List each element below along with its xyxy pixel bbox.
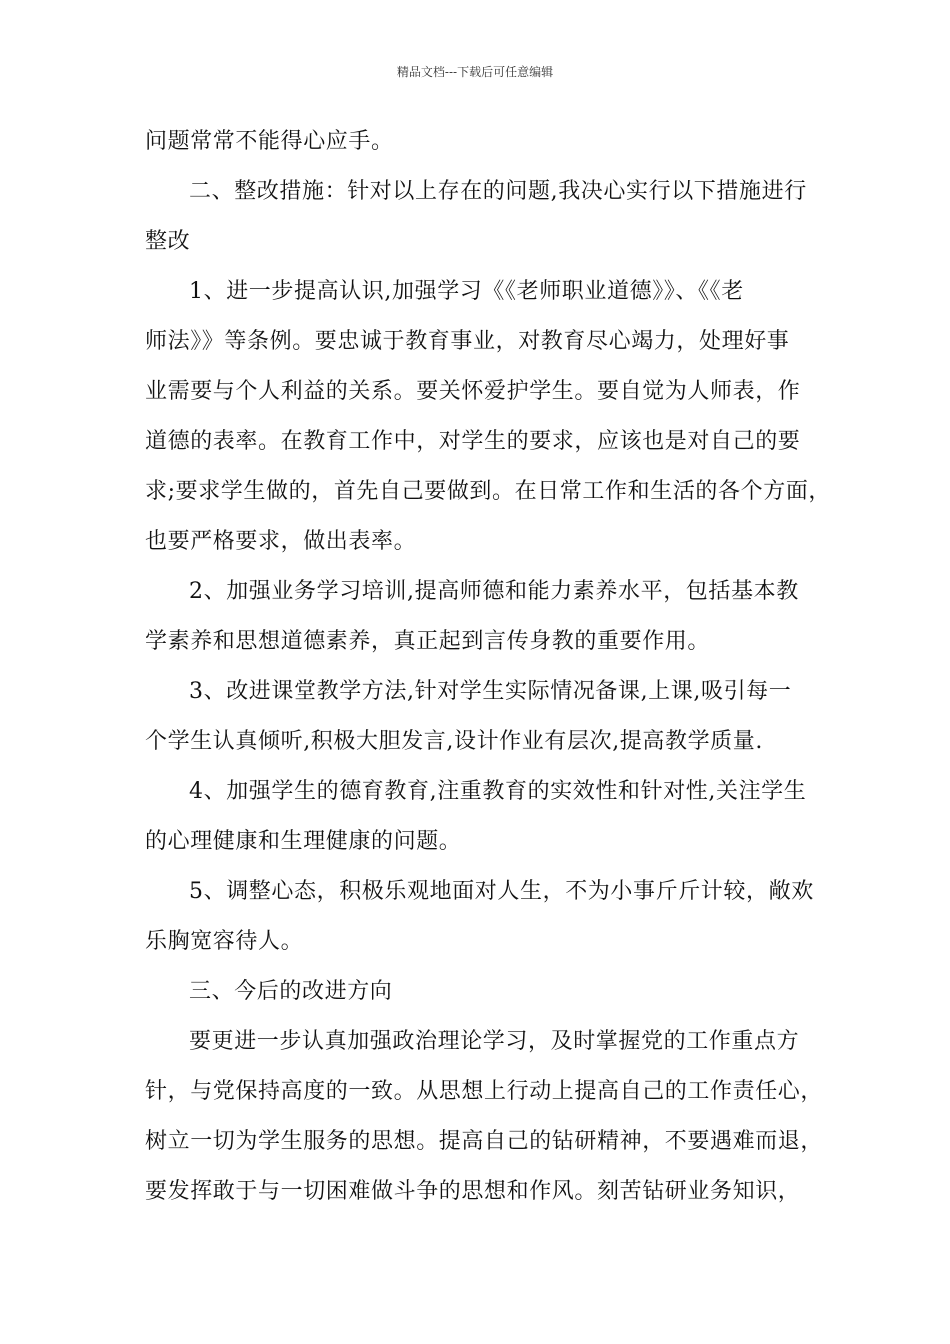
body-line: 业需要与个人利益的关系。要关怀爱护学生。要自觉为人师表，作 [145, 379, 801, 404]
section-heading-line: 二、整改措施：针对以上存在的问题,我决心实行以下措施进行 [189, 179, 807, 204]
list-item-line: 1、进一步提高认识,加强学习《《老师职业道德》》、《《老 [189, 279, 744, 304]
section-heading-line: 三、今后的改进方向 [189, 979, 393, 1004]
document-body [145, 128, 832, 1228]
list-item-line: 3、改进课堂教学方法,针对学生实际情况备课,上课,吸引每一 [189, 679, 792, 704]
body-line: 要发挥敢于与一切困难做斗争的思想和作风。刻苦钻研业务知识， [145, 1179, 801, 1204]
page-header: 精品文档---下载后可任意编辑 [396, 65, 554, 79]
paragraph-start-line: 要更进一步认真加强政治理论学习，及时掌握党的工作重点方 [189, 1029, 800, 1054]
body-line: 的心理健康和生理健康的问题。 [145, 829, 462, 854]
body-line: 道德的表率。在教育工作中，对学生的要求，应该也是对自己的要 [145, 429, 801, 454]
body-line: 树立一切为学生服务的思想。提高自己的钻研精神，不要遇难而退， [145, 1129, 824, 1154]
list-item-line: 4、加强学生的德育教育,注重教育的实效性和针对性,关注学生 [189, 779, 807, 804]
body-line: 求;要求学生做的，首先自己要做到。在日常工作和生活的各个方面， [145, 479, 832, 504]
body-line: 针，与党保持高度的一致。从思想上行动上提高自己的工作责任心， [145, 1079, 824, 1104]
body-line: 个学生认真倾听,积极大胆发言,设计作业有层次,提高教学质量. [145, 729, 763, 754]
body-line: 也要严格要求，做出表率。 [145, 529, 417, 554]
body-line: 学素养和思想道德素养，真正起到言传身教的重要作用。 [145, 629, 711, 654]
body-line: 问题常常不能得心应手。 [145, 129, 394, 154]
list-item-line: 2、加强业务学习培训,提高师德和能力素养水平，包括基本教 [189, 579, 799, 604]
list-item-line: 5、调整心态，积极乐观地面对人生，不为小事斤斤计较，敞欢 [189, 879, 814, 904]
body-line: 乐胸宽容待人。 [145, 929, 304, 954]
body-line: 师法》》等条例。要忠诚于教育事业，对教育尽心竭力，处理好事 [145, 329, 790, 354]
body-line: 整改 [145, 229, 191, 254]
